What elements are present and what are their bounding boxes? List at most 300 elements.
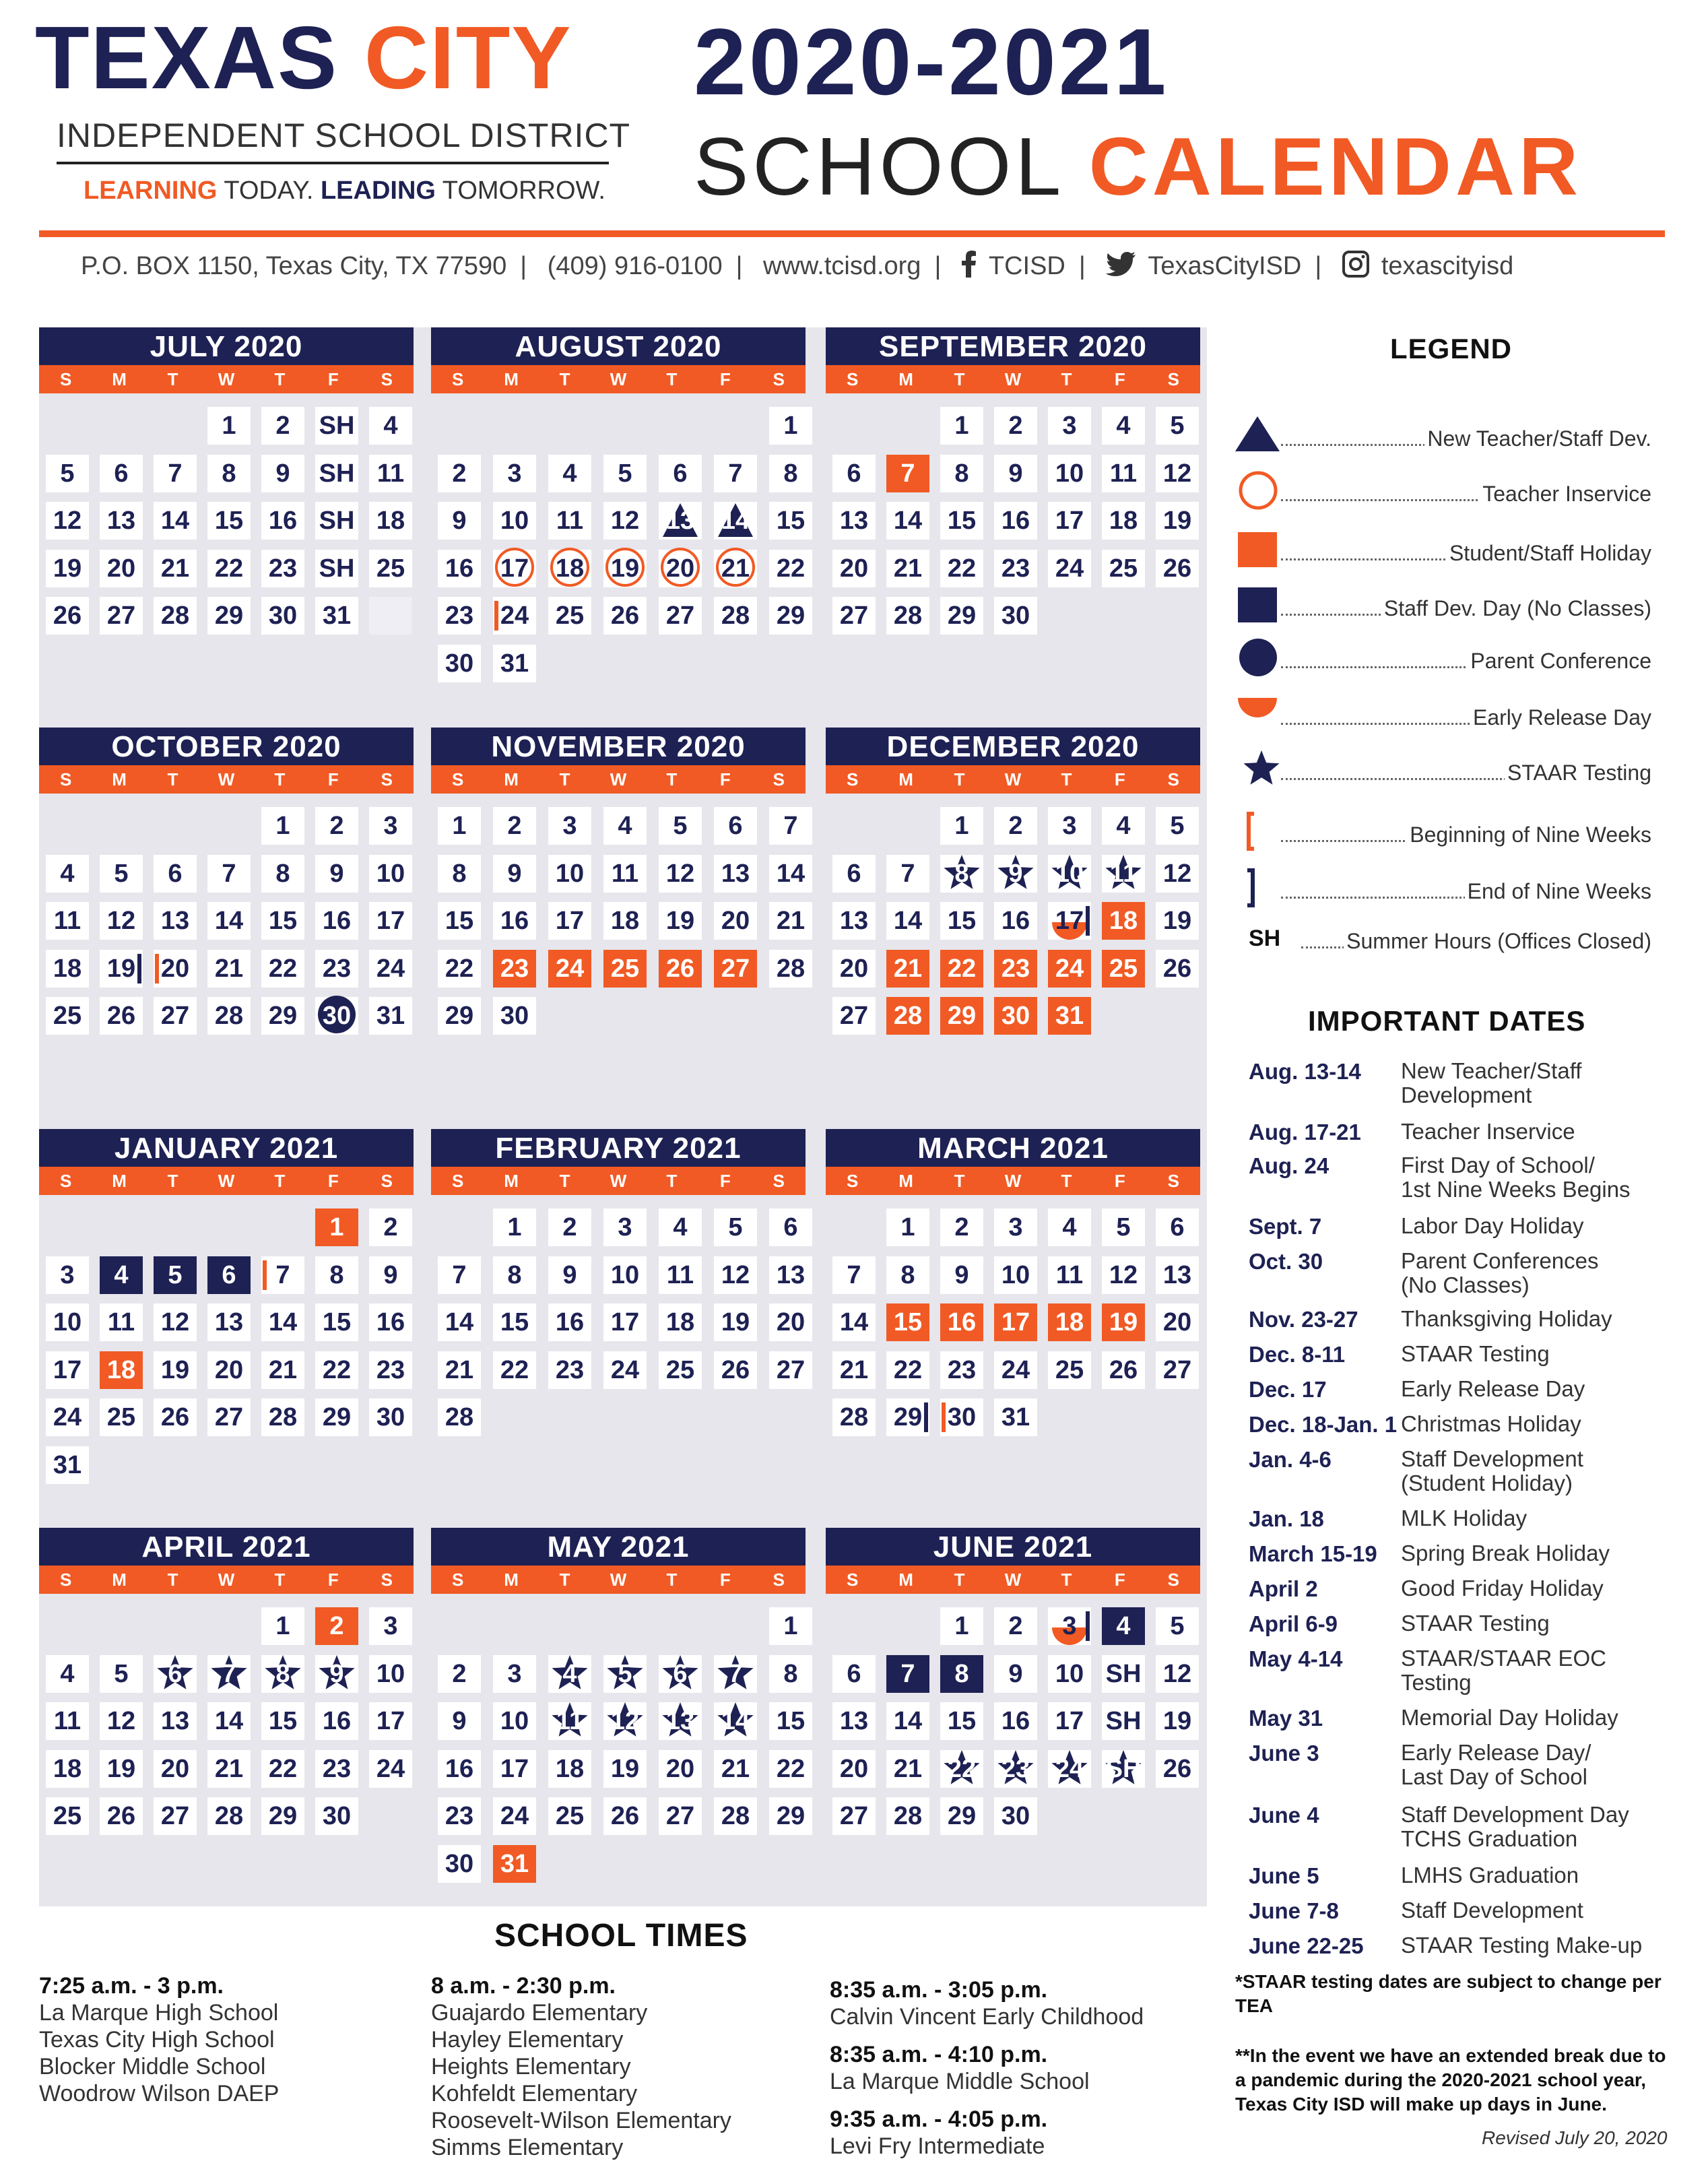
day-cell[interactable] bbox=[438, 1750, 481, 1788]
day-cell[interactable] bbox=[100, 855, 143, 893]
day-cell[interactable] bbox=[154, 597, 197, 635]
day-cell[interactable] bbox=[1102, 1256, 1145, 1294]
day-cell[interactable] bbox=[940, 550, 983, 587]
day-cell[interactable] bbox=[369, 1208, 412, 1246]
day-cell[interactable] bbox=[603, 455, 647, 492]
day-cell[interactable] bbox=[994, 902, 1037, 940]
day-cell[interactable] bbox=[886, 1702, 929, 1740]
day-cell[interactable] bbox=[769, 1655, 812, 1693]
day-cell[interactable] bbox=[659, 1797, 702, 1835]
day-cell[interactable] bbox=[1156, 902, 1199, 940]
day-cell[interactable] bbox=[1048, 807, 1091, 845]
day-cell[interactable] bbox=[548, 855, 591, 893]
day-cell[interactable] bbox=[769, 1702, 812, 1740]
day-cell[interactable] bbox=[769, 455, 812, 492]
day-cell[interactable] bbox=[994, 502, 1037, 540]
day-cell[interactable] bbox=[769, 1750, 812, 1788]
day-cell[interactable] bbox=[1102, 902, 1145, 940]
day-cell[interactable] bbox=[832, 550, 876, 587]
day-cell[interactable] bbox=[940, 997, 983, 1035]
day-cell[interactable] bbox=[886, 1256, 929, 1294]
day-cell[interactable] bbox=[369, 855, 412, 893]
day-cell[interactable] bbox=[207, 1750, 251, 1788]
day-cell[interactable] bbox=[603, 950, 647, 988]
day-cell[interactable] bbox=[994, 1351, 1037, 1389]
day-cell[interactable] bbox=[369, 1256, 412, 1294]
day-cell[interactable] bbox=[994, 550, 1037, 587]
day-cell[interactable] bbox=[493, 855, 536, 893]
day-cell[interactable] bbox=[603, 550, 647, 587]
website-link[interactable]: www.tcisd.org bbox=[763, 252, 921, 281]
day-cell[interactable] bbox=[1048, 902, 1091, 940]
day-cell[interactable] bbox=[369, 807, 412, 845]
day-cell[interactable] bbox=[603, 1797, 647, 1835]
day-cell[interactable] bbox=[659, 807, 702, 845]
day-cell[interactable] bbox=[659, 1702, 702, 1740]
day-cell[interactable] bbox=[438, 1702, 481, 1740]
day-cell[interactable] bbox=[714, 597, 757, 635]
day-cell[interactable] bbox=[603, 1208, 647, 1246]
day-cell[interactable] bbox=[659, 502, 702, 540]
day-cell[interactable] bbox=[659, 1208, 702, 1246]
day-cell[interactable] bbox=[438, 997, 481, 1035]
day-cell[interactable] bbox=[659, 902, 702, 940]
day-cell[interactable] bbox=[1156, 807, 1199, 845]
day-cell[interactable] bbox=[1102, 807, 1145, 845]
day-cell[interactable] bbox=[369, 455, 412, 492]
day-cell[interactable] bbox=[994, 597, 1037, 635]
day-cell[interactable] bbox=[994, 1797, 1037, 1835]
day-cell[interactable] bbox=[714, 1750, 757, 1788]
day-cell[interactable] bbox=[832, 1655, 876, 1693]
day-cell[interactable] bbox=[207, 1797, 251, 1835]
day-cell[interactable] bbox=[940, 950, 983, 988]
day-cell[interactable] bbox=[100, 1655, 143, 1693]
day-cell[interactable] bbox=[940, 1750, 983, 1788]
day-cell[interactable] bbox=[493, 950, 536, 988]
day-cell[interactable] bbox=[315, 1750, 358, 1788]
day-cell[interactable] bbox=[714, 1797, 757, 1835]
day-cell[interactable] bbox=[261, 807, 304, 845]
day-cell[interactable] bbox=[832, 950, 876, 988]
day-cell[interactable] bbox=[886, 855, 929, 893]
day-cell[interactable] bbox=[1102, 1607, 1145, 1645]
day-cell[interactable] bbox=[994, 807, 1037, 845]
day-cell[interactable] bbox=[493, 455, 536, 492]
day-cell[interactable] bbox=[886, 1797, 929, 1835]
day-cell[interactable] bbox=[1048, 502, 1091, 540]
day-cell[interactable] bbox=[493, 1797, 536, 1835]
day-cell[interactable] bbox=[154, 1797, 197, 1835]
day-cell[interactable] bbox=[659, 1303, 702, 1341]
day-cell[interactable] bbox=[261, 550, 304, 587]
day-cell[interactable] bbox=[832, 597, 876, 635]
day-cell[interactable] bbox=[315, 807, 358, 845]
day-cell[interactable] bbox=[769, 1351, 812, 1389]
day-cell[interactable] bbox=[46, 502, 89, 540]
day-cell[interactable] bbox=[46, 1256, 89, 1294]
day-cell[interactable] bbox=[261, 1303, 304, 1341]
day-cell[interactable] bbox=[1156, 550, 1199, 587]
day-cell[interactable] bbox=[207, 1351, 251, 1389]
day-cell[interactable] bbox=[548, 502, 591, 540]
day-cell[interactable] bbox=[886, 1398, 929, 1436]
day-cell[interactable] bbox=[207, 1398, 251, 1436]
day-cell[interactable] bbox=[315, 1702, 358, 1740]
day-cell[interactable] bbox=[369, 997, 412, 1035]
day-cell[interactable] bbox=[994, 1256, 1037, 1294]
day-cell[interactable] bbox=[261, 502, 304, 540]
day-cell[interactable] bbox=[886, 550, 929, 587]
day-cell[interactable] bbox=[369, 1702, 412, 1740]
day-cell[interactable] bbox=[940, 1303, 983, 1341]
day-cell[interactable] bbox=[261, 950, 304, 988]
day-cell[interactable] bbox=[154, 1655, 197, 1693]
day-cell[interactable] bbox=[940, 597, 983, 635]
day-cell[interactable] bbox=[994, 997, 1037, 1035]
day-cell[interactable] bbox=[886, 950, 929, 988]
day-cell[interactable] bbox=[714, 550, 757, 587]
day-cell[interactable] bbox=[369, 1607, 412, 1645]
day-cell[interactable] bbox=[769, 1797, 812, 1835]
day-cell[interactable] bbox=[1102, 1655, 1145, 1693]
day-cell[interactable] bbox=[1048, 550, 1091, 587]
day-cell[interactable] bbox=[493, 1845, 536, 1883]
day-cell[interactable] bbox=[100, 455, 143, 492]
day-cell[interactable] bbox=[315, 1303, 358, 1341]
day-cell[interactable] bbox=[994, 855, 1037, 893]
day-cell[interactable] bbox=[100, 997, 143, 1035]
day-cell[interactable] bbox=[207, 855, 251, 893]
day-cell[interactable] bbox=[769, 597, 812, 635]
day-cell[interactable] bbox=[261, 1702, 304, 1740]
day-cell[interactable] bbox=[886, 597, 929, 635]
day-cell[interactable] bbox=[100, 597, 143, 635]
day-cell[interactable] bbox=[100, 1351, 143, 1389]
day-cell[interactable] bbox=[548, 1351, 591, 1389]
day-cell[interactable] bbox=[315, 855, 358, 893]
day-cell[interactable] bbox=[769, 807, 812, 845]
day-cell[interactable] bbox=[438, 1845, 481, 1883]
day-cell[interactable] bbox=[261, 855, 304, 893]
day-cell[interactable] bbox=[659, 1750, 702, 1788]
day-cell[interactable] bbox=[261, 597, 304, 635]
day-cell[interactable] bbox=[548, 1655, 591, 1693]
day-cell[interactable] bbox=[100, 1797, 143, 1835]
day-cell[interactable] bbox=[1102, 1351, 1145, 1389]
day-cell[interactable] bbox=[493, 645, 536, 682]
day-cell[interactable] bbox=[493, 1750, 536, 1788]
day-cell[interactable] bbox=[1102, 407, 1145, 445]
day-cell[interactable] bbox=[100, 1750, 143, 1788]
day-cell[interactable] bbox=[659, 1351, 702, 1389]
day-cell[interactable] bbox=[438, 950, 481, 988]
day-cell[interactable] bbox=[493, 1655, 536, 1693]
day-cell[interactable] bbox=[207, 950, 251, 988]
day-cell[interactable] bbox=[659, 1256, 702, 1294]
day-cell[interactable] bbox=[832, 1750, 876, 1788]
day-cell[interactable] bbox=[940, 1607, 983, 1645]
day-cell[interactable] bbox=[1156, 1208, 1199, 1246]
day-cell[interactable] bbox=[154, 1750, 197, 1788]
day-cell[interactable] bbox=[261, 1750, 304, 1788]
day-cell[interactable] bbox=[994, 1702, 1037, 1740]
day-cell[interactable] bbox=[548, 1797, 591, 1835]
day-cell[interactable] bbox=[832, 997, 876, 1035]
day-cell[interactable] bbox=[315, 1797, 358, 1835]
day-cell[interactable] bbox=[261, 1256, 304, 1294]
day-cell[interactable] bbox=[1048, 407, 1091, 445]
day-cell[interactable] bbox=[886, 902, 929, 940]
day-cell[interactable] bbox=[207, 902, 251, 940]
day-cell[interactable] bbox=[46, 1446, 89, 1484]
day-cell[interactable] bbox=[315, 997, 358, 1035]
day-cell[interactable] bbox=[714, 1208, 757, 1246]
day-cell[interactable] bbox=[46, 1750, 89, 1788]
day-cell[interactable] bbox=[769, 1607, 812, 1645]
day-cell[interactable] bbox=[100, 1256, 143, 1294]
day-cell[interactable] bbox=[207, 1655, 251, 1693]
day-cell[interactable] bbox=[714, 902, 757, 940]
day-cell[interactable] bbox=[261, 1607, 304, 1645]
day-cell[interactable] bbox=[994, 1303, 1037, 1341]
day-cell[interactable] bbox=[438, 1655, 481, 1693]
day-cell[interactable] bbox=[769, 1208, 812, 1246]
day-cell[interactable] bbox=[548, 455, 591, 492]
twitter-handle[interactable]: TexasCityISD bbox=[1148, 252, 1302, 281]
day-cell[interactable] bbox=[603, 902, 647, 940]
day-cell[interactable] bbox=[603, 1351, 647, 1389]
day-cell[interactable] bbox=[1102, 1702, 1145, 1740]
day-cell[interactable] bbox=[207, 407, 251, 445]
day-cell[interactable] bbox=[46, 597, 89, 635]
day-cell[interactable] bbox=[207, 1256, 251, 1294]
day-cell[interactable] bbox=[940, 1655, 983, 1693]
day-cell[interactable] bbox=[438, 855, 481, 893]
day-cell[interactable] bbox=[261, 1351, 304, 1389]
day-cell[interactable] bbox=[714, 807, 757, 845]
day-cell[interactable] bbox=[369, 902, 412, 940]
day-cell[interactable] bbox=[832, 855, 876, 893]
day-cell[interactable] bbox=[46, 855, 89, 893]
day-cell[interactable] bbox=[769, 502, 812, 540]
day-cell[interactable] bbox=[100, 902, 143, 940]
day-cell[interactable] bbox=[1048, 1208, 1091, 1246]
day-cell[interactable] bbox=[994, 1607, 1037, 1645]
day-cell[interactable] bbox=[46, 1797, 89, 1835]
day-cell[interactable] bbox=[438, 645, 481, 682]
day-cell[interactable] bbox=[659, 550, 702, 587]
day-cell[interactable] bbox=[438, 1303, 481, 1341]
day-cell[interactable] bbox=[46, 1303, 89, 1341]
day-cell[interactable] bbox=[154, 1702, 197, 1740]
day-cell[interactable] bbox=[548, 1256, 591, 1294]
day-cell[interactable] bbox=[769, 550, 812, 587]
day-cell[interactable] bbox=[438, 1797, 481, 1835]
day-cell[interactable] bbox=[940, 455, 983, 492]
day-cell[interactable] bbox=[1048, 1750, 1091, 1788]
day-cell[interactable] bbox=[315, 597, 358, 635]
day-cell[interactable] bbox=[1156, 1750, 1199, 1788]
facebook-handle[interactable]: TCISD bbox=[988, 252, 1065, 281]
day-cell[interactable] bbox=[369, 1398, 412, 1436]
day-cell[interactable] bbox=[154, 855, 197, 893]
day-cell[interactable] bbox=[369, 550, 412, 587]
day-cell[interactable] bbox=[46, 997, 89, 1035]
day-cell[interactable] bbox=[1102, 855, 1145, 893]
day-cell[interactable] bbox=[154, 1303, 197, 1341]
day-cell[interactable] bbox=[886, 1655, 929, 1693]
day-cell[interactable] bbox=[154, 502, 197, 540]
day-cell[interactable] bbox=[886, 502, 929, 540]
day-cell[interactable] bbox=[154, 1256, 197, 1294]
day-cell[interactable] bbox=[1048, 1303, 1091, 1341]
day-cell[interactable] bbox=[207, 597, 251, 635]
day-cell[interactable] bbox=[886, 1351, 929, 1389]
day-cell[interactable] bbox=[493, 550, 536, 587]
day-cell[interactable] bbox=[886, 1208, 929, 1246]
day-cell[interactable] bbox=[832, 455, 876, 492]
day-cell[interactable] bbox=[100, 950, 143, 988]
day-cell[interactable] bbox=[207, 1303, 251, 1341]
day-cell[interactable] bbox=[714, 950, 757, 988]
day-cell[interactable] bbox=[493, 1702, 536, 1740]
day-cell[interactable] bbox=[493, 502, 536, 540]
day-cell[interactable] bbox=[886, 1750, 929, 1788]
day-cell[interactable] bbox=[1102, 1303, 1145, 1341]
day-cell[interactable] bbox=[659, 597, 702, 635]
day-cell[interactable] bbox=[369, 1655, 412, 1693]
day-cell[interactable] bbox=[714, 1256, 757, 1294]
day-cell[interactable] bbox=[1156, 1607, 1199, 1645]
day-cell[interactable] bbox=[493, 997, 536, 1035]
day-cell[interactable] bbox=[315, 950, 358, 988]
day-cell[interactable] bbox=[940, 407, 983, 445]
day-cell[interactable] bbox=[940, 1702, 983, 1740]
day-cell[interactable] bbox=[886, 455, 929, 492]
day-cell[interactable] bbox=[46, 1398, 89, 1436]
day-cell[interactable] bbox=[1048, 855, 1091, 893]
day-cell[interactable] bbox=[1156, 950, 1199, 988]
day-cell[interactable] bbox=[603, 1303, 647, 1341]
day-cell[interactable] bbox=[832, 1797, 876, 1835]
day-cell[interactable] bbox=[769, 950, 812, 988]
day-cell[interactable] bbox=[315, 1351, 358, 1389]
day-cell[interactable] bbox=[438, 455, 481, 492]
day-cell[interactable] bbox=[659, 1655, 702, 1693]
instagram-handle[interactable]: texascityisd bbox=[1381, 252, 1514, 281]
day-cell[interactable] bbox=[940, 1398, 983, 1436]
day-cell[interactable] bbox=[369, 502, 412, 540]
day-cell[interactable] bbox=[1156, 455, 1199, 492]
day-cell[interactable] bbox=[438, 902, 481, 940]
day-cell[interactable] bbox=[659, 855, 702, 893]
day-cell[interactable] bbox=[207, 502, 251, 540]
day-cell[interactable] bbox=[1048, 1702, 1091, 1740]
day-cell[interactable] bbox=[261, 1797, 304, 1835]
day-cell[interactable] bbox=[603, 1702, 647, 1740]
day-cell[interactable] bbox=[994, 1655, 1037, 1693]
day-cell[interactable] bbox=[994, 1208, 1037, 1246]
day-cell[interactable] bbox=[548, 1208, 591, 1246]
day-cell[interactable] bbox=[154, 950, 197, 988]
day-cell[interactable] bbox=[603, 1256, 647, 1294]
day-cell[interactable] bbox=[1048, 1351, 1091, 1389]
day-cell[interactable] bbox=[154, 1398, 197, 1436]
day-cell[interactable] bbox=[548, 1750, 591, 1788]
day-cell[interactable] bbox=[769, 407, 812, 445]
day-cell[interactable] bbox=[1156, 1351, 1199, 1389]
day-cell[interactable] bbox=[207, 1702, 251, 1740]
day-cell[interactable] bbox=[315, 1208, 358, 1246]
day-cell[interactable] bbox=[659, 950, 702, 988]
day-cell[interactable] bbox=[832, 1303, 876, 1341]
day-cell[interactable] bbox=[714, 1303, 757, 1341]
day-cell[interactable] bbox=[315, 407, 358, 445]
day-cell[interactable] bbox=[100, 550, 143, 587]
day-cell[interactable] bbox=[714, 455, 757, 492]
day-cell[interactable] bbox=[886, 997, 929, 1035]
day-cell[interactable] bbox=[493, 1351, 536, 1389]
day-cell[interactable] bbox=[369, 407, 412, 445]
day-cell[interactable] bbox=[154, 902, 197, 940]
day-cell[interactable] bbox=[261, 407, 304, 445]
day-cell[interactable] bbox=[769, 855, 812, 893]
day-cell[interactable] bbox=[493, 902, 536, 940]
day-cell[interactable] bbox=[1048, 997, 1091, 1035]
day-cell[interactable] bbox=[1156, 1702, 1199, 1740]
day-cell[interactable] bbox=[832, 1256, 876, 1294]
day-cell[interactable] bbox=[1102, 455, 1145, 492]
day-cell[interactable] bbox=[940, 1351, 983, 1389]
day-cell[interactable] bbox=[207, 550, 251, 587]
day-cell[interactable] bbox=[1156, 1655, 1199, 1693]
day-cell[interactable] bbox=[438, 597, 481, 635]
day-cell[interactable] bbox=[154, 1351, 197, 1389]
day-cell[interactable] bbox=[438, 807, 481, 845]
day-cell[interactable] bbox=[832, 1398, 876, 1436]
day-cell[interactable] bbox=[714, 1655, 757, 1693]
day-cell[interactable] bbox=[994, 1398, 1037, 1436]
day-cell[interactable] bbox=[1102, 950, 1145, 988]
day-cell[interactable] bbox=[714, 1702, 757, 1740]
day-cell[interactable] bbox=[154, 997, 197, 1035]
day-cell[interactable] bbox=[207, 455, 251, 492]
day-cell[interactable] bbox=[940, 1208, 983, 1246]
day-cell[interactable] bbox=[603, 807, 647, 845]
day-cell[interactable] bbox=[1156, 1256, 1199, 1294]
day-cell[interactable] bbox=[46, 1351, 89, 1389]
day-cell[interactable] bbox=[315, 455, 358, 492]
day-cell[interactable] bbox=[548, 1702, 591, 1740]
day-cell[interactable] bbox=[315, 1607, 358, 1645]
day-cell[interactable] bbox=[1048, 1607, 1091, 1645]
day-cell[interactable] bbox=[548, 807, 591, 845]
day-cell[interactable] bbox=[493, 597, 536, 635]
day-cell[interactable] bbox=[100, 1398, 143, 1436]
day-cell[interactable] bbox=[603, 1655, 647, 1693]
day-cell[interactable] bbox=[548, 950, 591, 988]
day-cell[interactable] bbox=[261, 1655, 304, 1693]
day-cell[interactable] bbox=[46, 1702, 89, 1740]
day-cell[interactable] bbox=[315, 502, 358, 540]
day-cell[interactable] bbox=[493, 807, 536, 845]
day-cell[interactable] bbox=[1102, 550, 1145, 587]
day-cell[interactable] bbox=[940, 502, 983, 540]
day-cell[interactable] bbox=[46, 950, 89, 988]
day-cell[interactable] bbox=[315, 1655, 358, 1693]
day-cell[interactable] bbox=[603, 1750, 647, 1788]
